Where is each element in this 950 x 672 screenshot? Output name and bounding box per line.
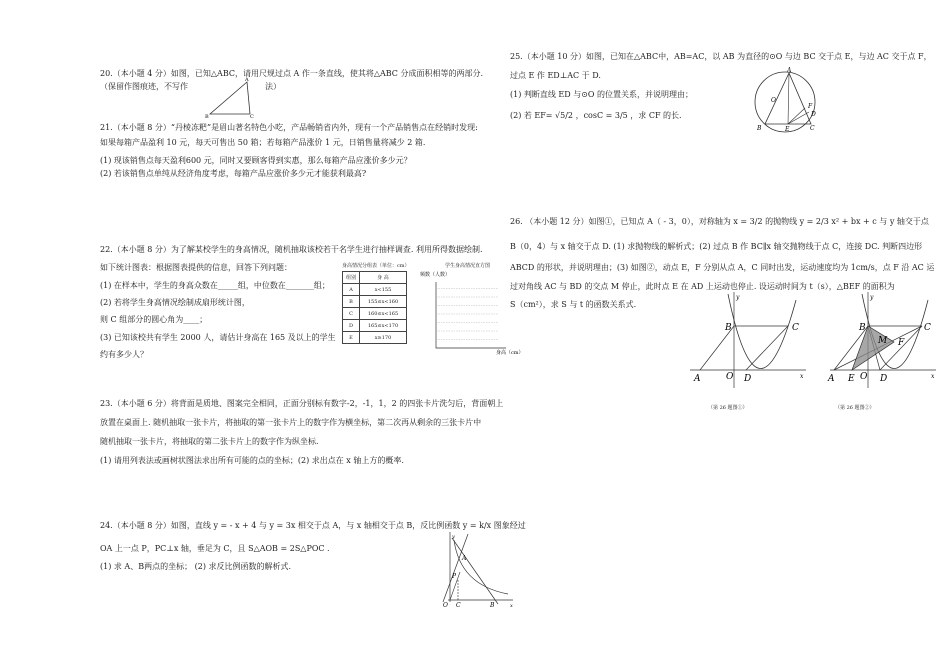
- q23-line2: 放置在桌面上. 随机抽取一张卡片，将抽取的第一张卡片上的数字作为横坐标，第二次再从剩余的三张卡片中: [100, 418, 482, 427]
- table-cell: x≥170: [360, 332, 407, 344]
- q24-line2: OA 上一点 P，PC⊥x 轴，垂足为 C，且 S△AOB = 2S△POC .: [100, 544, 330, 553]
- fig1-label-a: A: [694, 374, 701, 384]
- q24-line1: 24.（本小题 8 分）如图，直线 y = - x + 4 与 y = 3x 相交于点 A，与 x 轴相交于点 B，反比例函数 y = k/x 图象经过: [100, 521, 526, 530]
- q25-label-d: D: [811, 111, 816, 118]
- q20-line2a: （保留作图痕迹，不写作: [100, 82, 188, 91]
- q24-label-c: C: [456, 602, 461, 609]
- q24-label-y: y: [452, 534, 455, 540]
- table-cell: B: [343, 296, 360, 308]
- fig1-label-y: y: [736, 294, 740, 301]
- table-cell: A: [343, 284, 360, 296]
- q26-line5: S（cm²），求 S 与 t 的函数关系式.: [510, 300, 637, 309]
- hist-ylabel: 频数（人数）: [420, 272, 451, 278]
- q26-caption-1: （第 26 题图①）: [708, 405, 748, 411]
- q23-line1: 23.（本小题 6 分）将背面是质地、图案完全相同，正面分别标有数字-2，-1，1，2 的四张卡片洗匀后，背面朝上: [100, 399, 504, 408]
- q25-label-c: C: [810, 125, 815, 132]
- table-cell: 160≤x<165: [360, 308, 407, 320]
- q26-line1: 26. （本小题 12 分）如图①，已知点 A（ - 3，0），对称轴为 x = 3/2 的抛物线 y = 2/3 x² + bx + c 与 y 轴交于点: [510, 217, 929, 226]
- fig2-label-o: O: [860, 372, 868, 382]
- q21-line2: 如果每箱产品盈利 10 元，每天可售出 50 箱；若每箱产品涨价 1 元，日销售量将减少 2 箱.: [100, 138, 426, 147]
- q22-line5: 则 C 组部分的圆心角为____；: [100, 315, 208, 324]
- q21-line3: (1) 现该销售点每天盈利600 元，同时又要顾客得到实惠，那么每箱产品应涨价多少元？: [100, 156, 412, 165]
- q25-label-f: F: [808, 103, 813, 110]
- q25-line4: (2) 若 EF= √5/2 ，cosC = 3/5 ，求 CF 的长.: [510, 111, 682, 120]
- q20-line1: 20.（本小题 4 分）如图，已知△ABC，请用尺规过点 A 作一条直线，使其将△ABC 分成面积相等的两部分.: [100, 69, 483, 78]
- q22-table-title: 身高情况分组表（单位：cm）: [342, 263, 410, 269]
- q22-line4: (2) 若将学生身高情况绘制成扇形统计图，: [100, 298, 250, 307]
- q24-label-p: P: [452, 573, 457, 580]
- hist-axes: [436, 282, 506, 348]
- fig1-label-b: B: [725, 323, 732, 333]
- table-cell: D: [343, 320, 360, 332]
- q24-label-x: x: [510, 603, 513, 609]
- q26-line4b: 过对角线 AC 与 BD 的交点 M 停止，此时点 E 在 AD 上运动也停止. 设运动时间为 t（s），△BEF 的面积为: [510, 282, 895, 291]
- fig2-label-c: C: [924, 323, 931, 333]
- table-head-group: 组别: [343, 272, 360, 284]
- q22-line7: 约有多少人？: [100, 350, 148, 359]
- q22-line3: (1) 在样本中，学生的身高众数在_____组，中位数在_______组；: [100, 281, 330, 290]
- fig2-label-x: x: [931, 373, 935, 380]
- q24-graph-figure: [438, 530, 518, 610]
- q22-line1: 22.（本小题 8 分）为了解某校学生的身高情况，随机抽取该校若干名学生进行抽样调查. 利用所得数据绘制.: [100, 245, 483, 254]
- q24-label-o: O: [443, 602, 448, 609]
- q20-label-c: C: [250, 114, 254, 120]
- q25-label-e: E: [785, 126, 790, 133]
- q25-label-o: O: [771, 97, 776, 104]
- q26-figure-1: [688, 290, 808, 390]
- q22-line6: (3) 已知该校共有学生 2000 人，请估计身高在 165 及以上的学生: [100, 333, 336, 342]
- table-cell: x<155: [360, 284, 407, 296]
- fig2-label-e: E: [848, 374, 855, 384]
- q26-line2: B（0，4）与 x 轴交于点 D. (1) 求抛物线的解析式；(2) 过点 B 作 BC∥x 轴交抛物线于点 C，连接 DC. 判断四边形: [510, 242, 923, 251]
- fig2-label-d: D: [880, 374, 888, 384]
- q25-line3: (1) 判断直线 ED 与⊙O 的位置关系，并说明理由；: [510, 90, 694, 99]
- fig2-label-f: F: [898, 338, 905, 348]
- q20-label-b: B: [205, 114, 209, 120]
- q26-caption-2: （第 26 题图②）: [835, 405, 875, 411]
- q25-line1: 25.（本小题 10 分）如图，已知在△ABC中，AB=AC，以 AB 为直径的⊙O 与边 BC 交于点 E，与边 AC 交于点 F，: [510, 52, 932, 61]
- table-cell: C: [343, 308, 360, 320]
- q20-line2b: 法）: [265, 82, 281, 91]
- q20-label-a: A: [245, 77, 249, 83]
- q23-line3: 随机抽取一张卡片，将抽取的第二张卡片上的数字作为纵坐标.: [100, 437, 319, 446]
- table-cell: 155≤x<160: [360, 296, 407, 308]
- fig1-label-c: C: [792, 323, 799, 333]
- q26-figure-2: [828, 290, 938, 390]
- fig2-label-b: B: [859, 323, 866, 333]
- fig1-label-x: x: [800, 373, 804, 380]
- q21-line4: (2) 若该销售点单纯从经济角度考虑，每箱产品应涨价多少元才能获利最高?: [100, 169, 367, 178]
- q25-line2: 过点 E 作 ED⊥AC 于 D.: [510, 71, 601, 80]
- q22-line2: 如下统计图表：根据图表提供的信息，回答下列问题：: [100, 263, 292, 272]
- fig2-label-m: M: [878, 336, 888, 346]
- fig1-label-d: D: [744, 374, 752, 384]
- hist-xlabel: 身高（cm）: [496, 350, 524, 356]
- q25-circle-figure: [753, 68, 825, 136]
- fig2-label-a: A: [828, 374, 835, 384]
- q24-label-a: A: [462, 555, 467, 562]
- q26-line3: ABCD 的形状，并说明理由；(3) 如图②，动点 E，F 分别从点 A，C 同时出发，运动速度均为 1cm/s，点 F 沿 AC 运: [510, 263, 935, 272]
- q24-line3: (1) 求 A、B两点的坐标； (2) 求反比例函数的解析式.: [100, 562, 292, 571]
- fig2-label-y: y: [870, 294, 874, 301]
- q20-triangle-figure: [205, 76, 255, 118]
- table-cell: E: [343, 332, 360, 344]
- table-head-height: 身 高: [360, 272, 407, 284]
- table-cell: 165≤x<170: [360, 320, 407, 332]
- q22-height-table: [342, 271, 407, 344]
- q23-line4: (1) 请用列表法或画树状图法求出所有可能的点的坐标；(2) 求出点在 x 轴上方的概率.: [100, 456, 404, 465]
- q25-label-b: B: [757, 125, 762, 132]
- q21-line1: 21.（本小题 8 分）“丹棱冻粑”是眉山著名特色小吃，产品畅销省内外，现有一个产品销售点在经销时发现:: [100, 123, 478, 132]
- fig1-label-o: O: [726, 372, 734, 382]
- q22-hist-title: 学生身高情况直方图: [445, 263, 491, 269]
- q25-label-a: A: [787, 67, 792, 74]
- q24-label-b: B: [490, 602, 495, 609]
